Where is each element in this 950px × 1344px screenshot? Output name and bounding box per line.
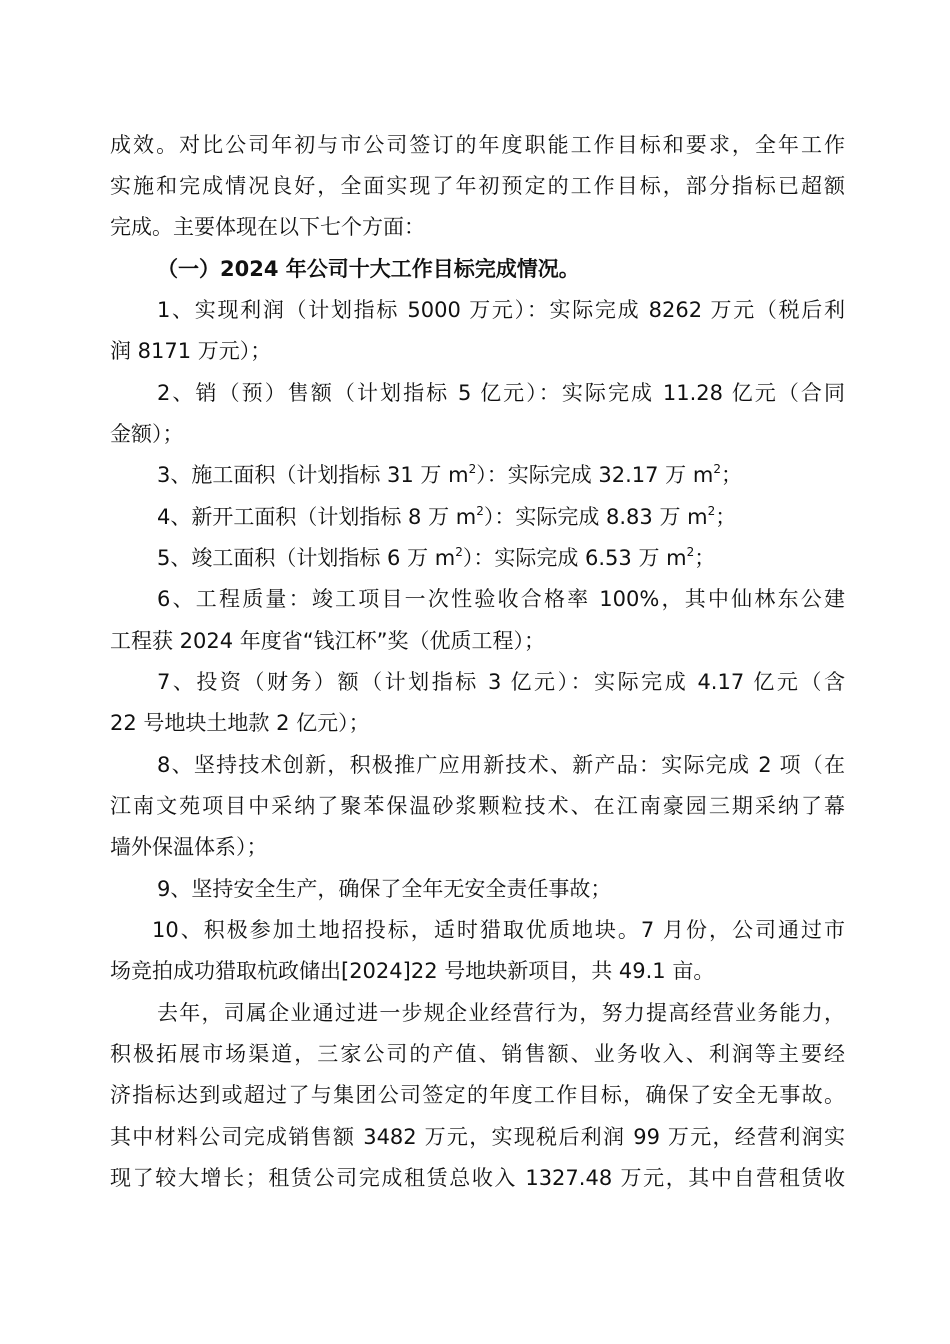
item-1-line-2: 润 8171 万元）；: [110, 339, 272, 363]
paragraph-line-3: 济指标达到或超过了与集团公司签定的年度工作目标，确保了安全无事故。: [110, 1083, 845, 1107]
item-4-line: 4、新开工面积（计划指标 8 万 $m^2$）：实际完成 8.83 万 $m^2$；: [157, 504, 737, 529]
item-10-line-1: 10、积极参加土地招投标，适时猎取优质地块。7 月份，公司通过市: [152, 918, 845, 942]
body-line-3: 完成。主要体现在以下七个方面：: [110, 215, 425, 239]
item-1-line-1: 1、实现利润（计划指标 5000 万元）：实际完成 8262 万元（税后利: [157, 298, 845, 322]
body-line-1: 成效。对比公司年初与市公司签订的年度职能工作目标和要求，全年工作: [110, 133, 845, 157]
item-2-line-2: 金额）；: [110, 422, 184, 446]
section-heading: （一）2024 年公司十大工作目标完成情况。: [157, 257, 580, 281]
item-7-line-2: 22 号地块土地款 2 亿元）；: [110, 711, 370, 735]
item-5-line: 5、竣工面积（计划指标 6 万 $m^2$）：实际完成 6.53 万 $m^2$；: [157, 545, 716, 570]
item-6-line-2: 工程获 2024 年度省“钱江杯”奖（优质工程）；: [110, 629, 546, 653]
item-8-line-3: 墙外保温体系）；: [110, 835, 268, 859]
item-10-line-2: 场竞拍成功猎取杭政储出[2024]22 号地块新项目，共 49.1 亩。: [110, 959, 715, 983]
paragraph-line-5: 现了较大增长；租赁公司完成租赁总收入 1327.48 万元，其中自营租赁收: [110, 1166, 845, 1190]
item-7-line-1: 7、投资（财务）额（计划指标 3 亿元）：实际完成 4.17 亿元（含: [157, 670, 845, 694]
item-2-line-1: 2、销（预）售额（计划指标 5 亿元）：实际完成 11.28 亿元（合同: [157, 381, 845, 405]
item-8-line-1: 8、坚持技术创新，积极推广应用新技术、新产品：实际完成 2 项（在: [157, 753, 845, 777]
item-3-line: 3、施工面积（计划指标 31 万 $m^2$）：实际完成 32.17 万 $m^2$；: [157, 462, 742, 487]
item-6-line-1: 6、工程质量：竣工项目一次性验收合格率 100%，其中仙林东公建: [157, 587, 845, 611]
item-8-line-2: 江南文苑项目中采纳了聚苯保温砂浆颗粒技术、在江南豪园三期采纳了幕: [110, 794, 845, 818]
body-line-2: 实施和完成情况良好，全面实现了年初预定的工作目标，部分指标已超额: [110, 174, 845, 198]
paragraph-line-4: 其中材料公司完成销售额 3482 万元，实现税后利润 99 万元，经营利润实: [110, 1125, 845, 1149]
paragraph-line-2: 积极拓展市场渠道，三家公司的产值、销售额、业务收入、利润等主要经: [110, 1042, 845, 1066]
paragraph-line-1: 去年，司属企业通过进一步规企业经营行为，努力提高经营业务能力，: [157, 1001, 845, 1025]
item-9-line: 9、坚持安全生产，确保了全年无安全责任事故；: [157, 877, 612, 901]
